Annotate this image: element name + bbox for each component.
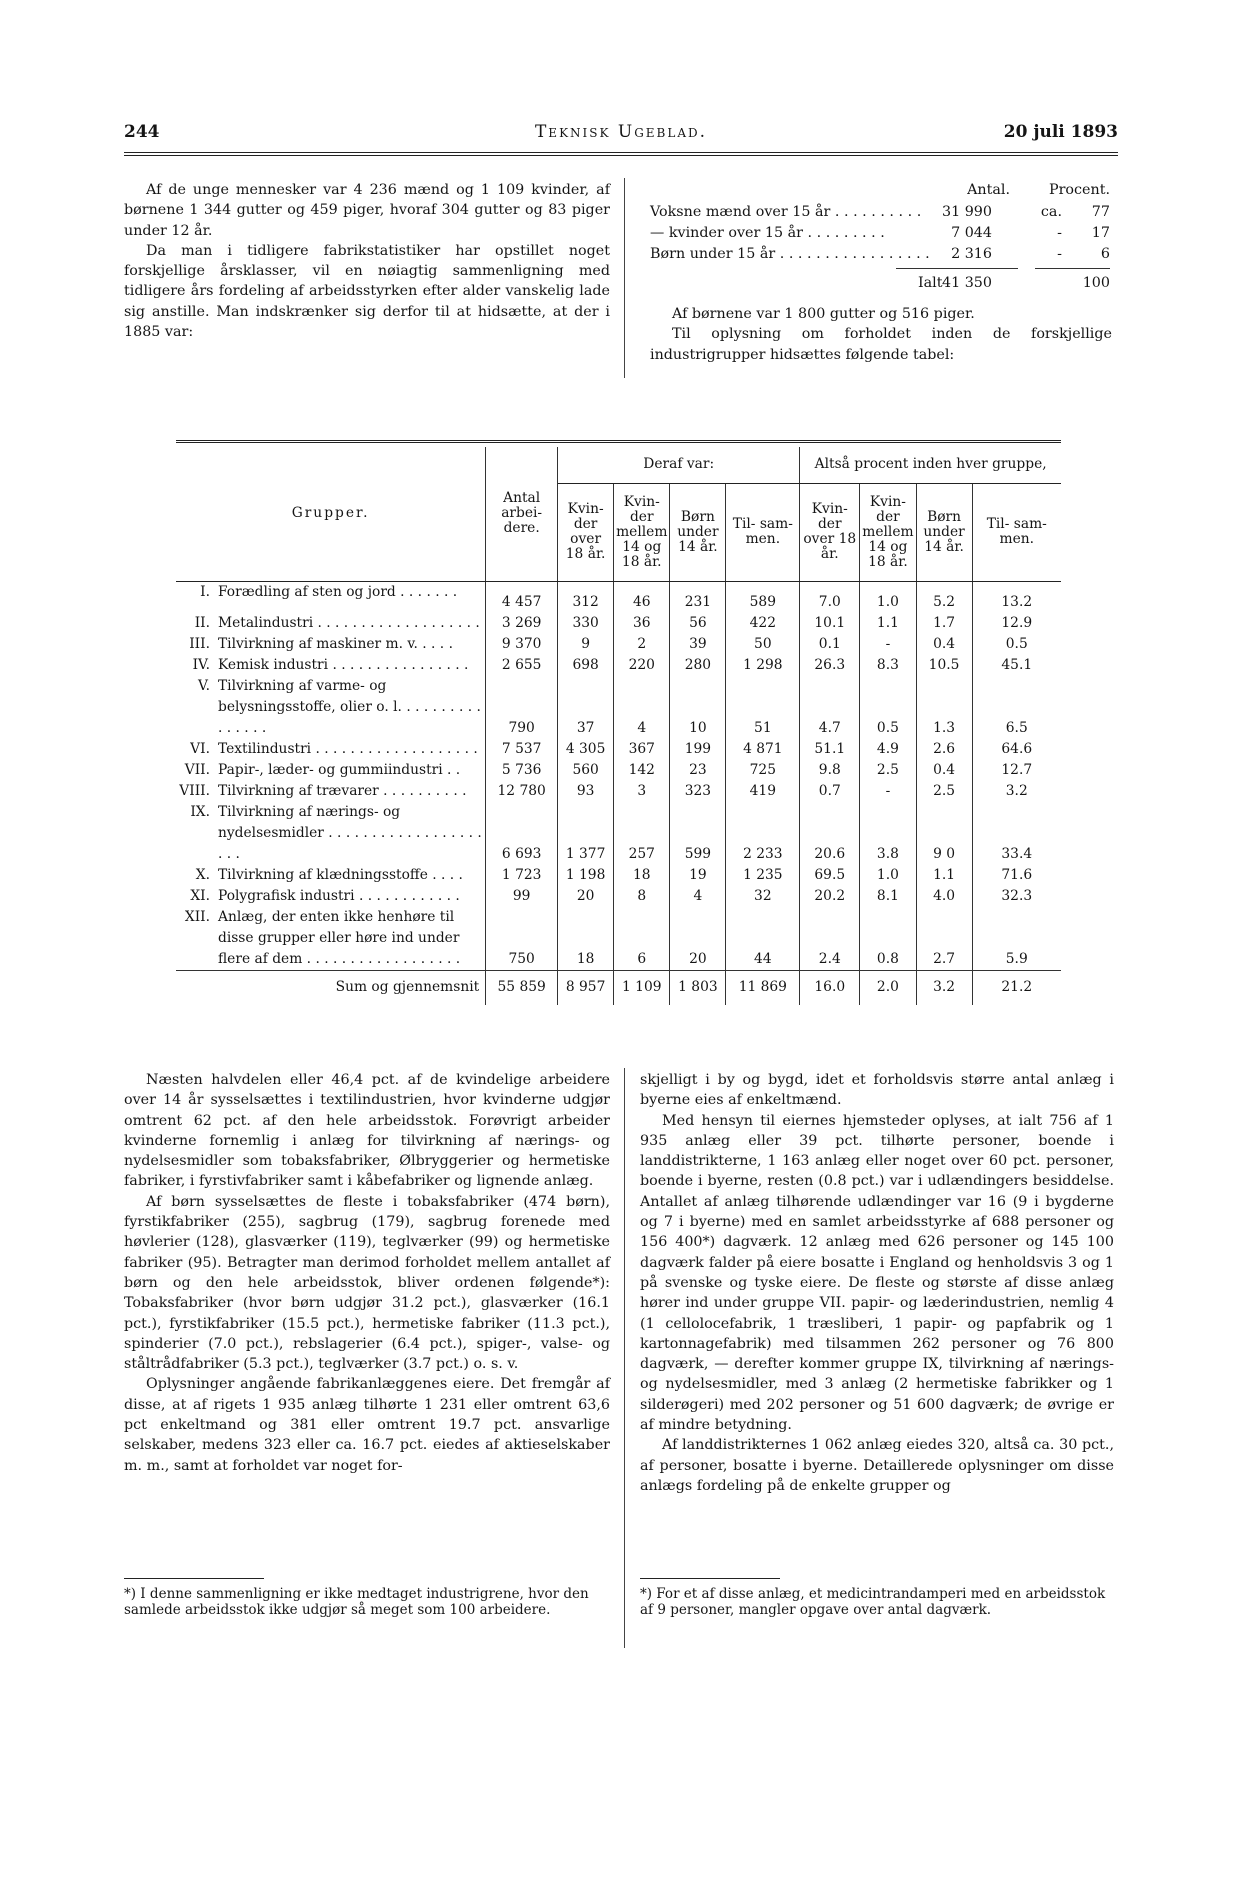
- group-number: IX.: [190, 803, 210, 820]
- paragraph: Da man i tidligere fabrikstatistiker har opstillet noget forskjellige årsklasser, vil en nøiagtig sammenligning med tidligere års fordeling af arbeidsstyrken efter alder vanskelig lade sig anstille. Man indskrænker sig derfor til at hidsætte, at der i 1885 var:: [124, 242, 610, 341]
- header-antal: Antal arbei- dere.: [486, 447, 558, 581]
- table-cell-e: 2.4: [800, 907, 860, 971]
- table-cell-c: 10: [670, 676, 726, 739]
- table-cell-f: 3.8: [860, 802, 916, 865]
- table-cell-antal: 4 457: [486, 581, 558, 613]
- sum-cell-c: 1 803: [670, 970, 726, 1005]
- table-row: [176, 865, 1061, 886]
- header-grupper: Grupper.: [176, 447, 486, 581]
- table-cell-g: 5.2: [916, 581, 972, 613]
- group-number: III.: [189, 635, 210, 652]
- header-pct-kv-over: Kvin- der over 18 år.: [800, 483, 860, 581]
- table-cell-f: -: [860, 634, 916, 655]
- paragraph: Af de unge mennesker var 4 236 mænd og 1 109 kvinder, af børnene 1 344 gutter og 459 piger, hvoraf 304 gutter og 83 piger under 12 år.: [124, 182, 610, 239]
- table-cell-g: 2.6: [916, 739, 972, 760]
- stat-label: — kvinder over 15 år . . . . . . . . .: [650, 225, 885, 241]
- sum-cell-g: 3.2: [916, 970, 972, 1005]
- header-born: Børn under 14 år.: [670, 483, 726, 581]
- table-cell-g: 0.4: [916, 634, 972, 655]
- group-name: Tilvirkning af varme- og belysningsstoffe, olier o. l. . . . . . . . . . . . . . . .: [216, 676, 486, 739]
- sum-cell-d: 11 869: [726, 970, 800, 1005]
- table-cell-antal: 3 269: [486, 613, 558, 634]
- table-cell-a: 4 305: [558, 739, 614, 760]
- table-cell-antal: 5 736: [486, 760, 558, 781]
- table-cell-g: 1.3: [916, 676, 972, 739]
- stat-pct: 17: [1091, 225, 1110, 241]
- sum-label: Sum og gjennemsnit: [176, 970, 486, 1005]
- table-cell-h: 33.4: [1001, 845, 1033, 862]
- table-cell-c: 19: [670, 865, 726, 886]
- table-cell-g: 0.4: [916, 760, 972, 781]
- header-procent: Altså procent inden hver gruppe,: [800, 447, 1061, 483]
- table-cell-c: 599: [670, 802, 726, 865]
- table-row: [176, 634, 1061, 655]
- table-cell-c: 231: [670, 581, 726, 613]
- table-cell-d: 44: [726, 907, 800, 971]
- group-number: IV.: [192, 656, 210, 673]
- table-cell-f: 8.3: [860, 655, 916, 676]
- table-cell-b: 220: [614, 655, 670, 676]
- table-cell-h: 3.2: [1005, 782, 1028, 799]
- group-name: Forædling af sten og jord . . . . . . .: [216, 581, 486, 613]
- table-cell-d: 589: [726, 581, 800, 613]
- group-name: Kemisk industri . . . . . . . . . . . . . . . .: [216, 655, 486, 676]
- table-cell-f: 1.0: [860, 581, 916, 613]
- table-cell-g: 9 0: [916, 802, 972, 865]
- group-name: Metalindustri . . . . . . . . . . . . . . . . . . .: [216, 613, 486, 634]
- header-rule-2: [124, 155, 1118, 156]
- header-pct-tilsammen: Til- sam- men.: [972, 483, 1061, 581]
- table-cell-g: 10.5: [916, 655, 972, 676]
- table-cell-d: 50: [726, 634, 800, 655]
- group-name: Papir-, læder- og gummiindustri . .: [216, 760, 486, 781]
- table-cell-b: 367: [614, 739, 670, 760]
- table-row: [176, 802, 1061, 865]
- text-column-top-right: [650, 304, 1112, 365]
- group-number: VII.: [184, 761, 210, 778]
- sum-cell-e: 16.0: [800, 970, 860, 1005]
- running-header: [124, 122, 1118, 148]
- text-column-bottom-right: [640, 1070, 1114, 1496]
- header-tilsammen: Til- sam- men.: [726, 483, 800, 581]
- group-name: Tilvirkning af maskiner m. v. . . . .: [216, 634, 486, 655]
- text-column-top-left: [124, 180, 610, 342]
- table-cell-a: 330: [558, 613, 614, 634]
- stat-ca: ca.: [1040, 204, 1062, 220]
- table-cell-c: 323: [670, 781, 726, 802]
- table-cell-a: 20: [558, 886, 614, 907]
- table-cell-h: 71.6: [1001, 866, 1033, 883]
- table-cell-d: 725: [726, 760, 800, 781]
- table-cell-f: -: [860, 781, 916, 802]
- paragraph: Med hensyn til eiernes hjemsteder oplyses, at ialt 756 af 1 935 anlæg eller 39 pct. tilhørte personer, boende i landdistrikterne, 1 163 anlæg eller noget over 60 pct. personer, boende i byerne, resten (0.8 pct.) var i udlændingers besiddelse. Antallet af anlæg tilhørende udlændinger var 16 (9 i bygderne og 7 i byerne) med en samlet arbeidsstyrke af 688 personer og 156 400*) dagværk. 12 anlæg med 626 personer og 145 100 dagværk falder på eiere bosatte i England og henholdsvis 3 og 1 på svenske og tyske eiere. De fleste og største af disse anlæg hører ind under gruppe VII. papir- og læderindustrien, nemlig 4 (1 cellolocefabrik, 1 træsliberi, 1 papir- og papfabrik og 1 kartonnagefabrik) med tilsammen 262 personer og 76 800 dagværk, — derefter kommer gruppe IX, tilvirkning af nærings- og nydelsesmidler, med 3 anlæg (2 hermetiske fabrikker og 1 silderøgeri) med 202 personer og 51 600 dagværk; de øvrige er af mindre betydning.: [640, 1112, 1114, 1434]
- table-cell-h: 12.7: [1001, 761, 1033, 778]
- table-row: [176, 613, 1061, 634]
- table-cell-e: 20.6: [800, 802, 860, 865]
- stat-antal: 31 990: [941, 204, 992, 220]
- table-cell-b: 4: [614, 676, 670, 739]
- age-stat-table: [650, 180, 1110, 294]
- stat-ca: -: [1057, 225, 1062, 241]
- group-number: VI.: [190, 740, 210, 757]
- table-cell-a: 18: [558, 907, 614, 971]
- table-cell-b: 2: [614, 634, 670, 655]
- group-name: Polygrafisk industri . . . . . . . . . . . .: [216, 886, 486, 907]
- sum-cell-a: 8 957: [558, 970, 614, 1005]
- table-row: [176, 781, 1061, 802]
- table-cell-f: 0.8: [860, 907, 916, 971]
- group-number: X.: [195, 866, 210, 883]
- header-pct-kv-mellem: Kvin- der mellem 14 og 18 år.: [860, 483, 916, 581]
- col-antal-header: Antal.: [967, 182, 1010, 198]
- table-cell-h: 12.9: [1001, 614, 1033, 631]
- table-cell-a: 37: [558, 676, 614, 739]
- table-cell-f: 8.1: [860, 886, 916, 907]
- table-cell-f: 2.5: [860, 760, 916, 781]
- table-cell-e: 10.1: [800, 613, 860, 634]
- table-cell-h: 64.6: [1001, 740, 1033, 757]
- text-column-bottom-left: [124, 1070, 610, 1476]
- paragraph: skjelligt i by og bygd, idet et forholdsvis større antal anlæg i byerne eies af enkeltmænd.: [640, 1072, 1114, 1109]
- stat-label: Voksne mænd over 15 år . . . . . . . . . .: [650, 204, 922, 220]
- journal-title: Teknisk Ugeblad.: [534, 122, 708, 142]
- table-cell-a: 698: [558, 655, 614, 676]
- table-cell-antal: 99: [486, 886, 558, 907]
- footnote-rule: [124, 1578, 264, 1579]
- table-cell-f: 1.1: [860, 613, 916, 634]
- table-cell-f: 1.0: [860, 865, 916, 886]
- table-cell-h: 6.5: [1005, 719, 1028, 736]
- sum-cell-h: 21.2: [972, 970, 1061, 1005]
- table-cell-c: 56: [670, 613, 726, 634]
- table-cell-a: 9: [558, 634, 614, 655]
- table-cell-e: 0.7: [800, 781, 860, 802]
- table-cell-antal: 2 655: [486, 655, 558, 676]
- stat-label: Børn under 15 år . . . . . . . . . . . . . . . . .: [650, 246, 930, 262]
- table-sum-row: [176, 970, 1061, 1005]
- table-cell-antal: 6 693: [486, 802, 558, 865]
- table-cell-h: 5.9: [1005, 950, 1028, 967]
- table-cell-b: 257: [614, 802, 670, 865]
- paragraph: Oplysninger angående fabrikanlæggenes eiere. Det fremgår af disse, at af rigets 1 935 anlæg tilhørte 1 231 eller omtrent 63,6 pct enkeltmand og 381 eller omtrent 19.7 pct. ansvarlige selskaber, medens 323 eller ca. 16.7 pct. eiedes af aktieselskaber m. m., samt at forholdet var noget for-: [124, 1376, 610, 1474]
- stat-row: [650, 202, 1110, 223]
- paragraph: Til oplysning om forholdet inden de forskjellige industrigrupper hidsættes følgende tabel:: [650, 326, 1112, 363]
- table-cell-c: 280: [670, 655, 726, 676]
- paragraph: Af børn sysselsættes de fleste i tobaksfabriker (474 børn), fyrstikfabriker (255), sagbrug (179), sagbrug forenede med høvlerier (128), glasværker (119), teglværker (99) og hermetiske fabriker (95). Betragter man derimod forholdet mellem antallet af børn og den hele arbeidsstok, bliver ordenen følgende*): Tobaksfabriker (hvor børn udgjør 31.2 pct.), glasværker (16.1 pct.), fyrstikfabriker (15.5 pct.), hermetiske fabriker (11.3 pct.), spinderier (7.0 pct.), rebslagerier (6.4 pct.), spiger-, valse- og ståltrådfabriker (5.3 pct.), teglværker (3.7 pct.) o. s. v.: [124, 1193, 610, 1373]
- table-row: [176, 655, 1061, 676]
- group-name: Tilvirkning af nærings- og nydelsesmidler . . . . . . . . . . . . . . . . . . . . .: [216, 802, 486, 865]
- page-number: 244: [124, 122, 160, 142]
- table-cell-a: 1 198: [558, 865, 614, 886]
- table-top-rule: [176, 440, 1061, 443]
- table-row: [176, 907, 1061, 971]
- table-cell-e: 69.5: [800, 865, 860, 886]
- table-cell-g: 2.5: [916, 781, 972, 802]
- table-row: [176, 886, 1061, 907]
- table-cell-e: 20.2: [800, 886, 860, 907]
- table-row: [176, 739, 1061, 760]
- table-cell-h: 45.1: [1001, 656, 1033, 673]
- group-number: XII.: [184, 908, 210, 925]
- industry-group-table: [176, 447, 1061, 1005]
- table-cell-e: 26.3: [800, 655, 860, 676]
- stat-total-pct: 100: [1082, 275, 1110, 291]
- sum-cell-b: 1 109: [614, 970, 670, 1005]
- table-cell-c: 39: [670, 634, 726, 655]
- header-pct-born: Børn under 14 år.: [916, 483, 972, 581]
- table-cell-a: 93: [558, 781, 614, 802]
- sum-rule: [896, 268, 1018, 269]
- stat-total: 41 350: [941, 275, 992, 291]
- table-cell-e: 51.1: [800, 739, 860, 760]
- table-cell-g: 4.0: [916, 886, 972, 907]
- table-cell-e: 0.1: [800, 634, 860, 655]
- table-cell-c: 199: [670, 739, 726, 760]
- table-cell-c: 4: [670, 886, 726, 907]
- table-cell-e: 9.8: [800, 760, 860, 781]
- table-row: [176, 581, 1061, 613]
- stat-antal: 7 044: [951, 225, 992, 241]
- table-cell-d: 419: [726, 781, 800, 802]
- table-cell-d: 4 871: [726, 739, 800, 760]
- footnote-rule: [640, 1578, 780, 1579]
- table-cell-e: 7.0: [800, 581, 860, 613]
- group-name: Anlæg, der enten ikke henhøre til disse grupper eller høre ind under flere af dem . . . . . . . . . . . . . . . . . .: [216, 907, 486, 971]
- stat-ca: -: [1057, 246, 1062, 262]
- table-cell-d: 51: [726, 676, 800, 739]
- group-name: Tilvirkning af trævarer . . . . . . . . . .: [216, 781, 486, 802]
- table-cell-b: 142: [614, 760, 670, 781]
- paragraph: Af landdistrikternes 1 062 anlæg eiedes 320, altså ca. 30 pct., af personer, bosatte i byerne. Detaillerede oplysninger om disse anlægs fordeling på de enkelte grupper og: [640, 1437, 1114, 1494]
- group-number: XI.: [190, 887, 210, 904]
- group-number: II.: [194, 614, 210, 631]
- stat-pct: 6: [1100, 246, 1110, 262]
- table-cell-e: 4.7: [800, 676, 860, 739]
- table-cell-b: 36: [614, 613, 670, 634]
- table-cell-f: 4.9: [860, 739, 916, 760]
- table-cell-antal: 7 537: [486, 739, 558, 760]
- table-cell-antal: 750: [486, 907, 558, 971]
- stat-total-label: Ialt: [918, 275, 943, 291]
- issue-date: 20 juli 1893: [1003, 122, 1118, 142]
- table-row: [176, 760, 1061, 781]
- sum-cell-antal: 55 859: [486, 970, 558, 1005]
- table-cell-g: 1.1: [916, 865, 972, 886]
- table-cell-g: 1.7: [916, 613, 972, 634]
- table-cell-h: 32.3: [1001, 887, 1033, 904]
- footnote-left: *) I denne sammenligning er ikke medtaget industrigrene, hvor den samlede arbeidsstok ikke udgjør så meget som 100 arbeidere.: [124, 1586, 589, 1618]
- table-cell-d: 1 235: [726, 865, 800, 886]
- group-name: Tilvirkning af klædningsstoffe . . . .: [216, 865, 486, 886]
- table-cell-antal: 790: [486, 676, 558, 739]
- paragraph: Næsten halvdelen eller 46,4 pct. af de kvindelige arbeidere over 14 år sysselsættes i textilindustrien, hvor kvinderne udgjør omtrent 62 pct. af den hele arbeidsstok. Forøvrigt arbeider kvinderne fornemlig i anlæg for tilvirkning af nærings- og nydelsesmidler som tobaksfabriker, Ølbryggerier og hermetiske fabriker, i fyrstivfabriker samt i kåbefabriker og lignende anlæg.: [124, 1072, 610, 1190]
- table-cell-d: 32: [726, 886, 800, 907]
- stat-row: [650, 244, 1110, 265]
- table-cell-c: 23: [670, 760, 726, 781]
- header-kv-over: Kvin- der over 18 år.: [558, 483, 614, 581]
- table-body: [176, 581, 1061, 1005]
- table-cell-b: 46: [614, 581, 670, 613]
- table-cell-a: 312: [558, 581, 614, 613]
- group-number: VIII.: [179, 782, 210, 799]
- column-divider: [624, 178, 625, 378]
- header-rule: [124, 152, 1118, 153]
- table-cell-h: 0.5: [1005, 635, 1028, 652]
- stat-total-row: [650, 273, 1110, 294]
- table-cell-h: 13.2: [1001, 593, 1033, 610]
- table-cell-b: 3: [614, 781, 670, 802]
- table-cell-d: 1 298: [726, 655, 800, 676]
- table-cell-antal: 1 723: [486, 865, 558, 886]
- header-deraf: Deraf var:: [558, 447, 800, 483]
- table-cell-d: 2 233: [726, 802, 800, 865]
- table-row: [176, 676, 1061, 739]
- table-cell-b: 6: [614, 907, 670, 971]
- table-cell-antal: 12 780: [486, 781, 558, 802]
- group-name: Textilindustri . . . . . . . . . . . . . . . . . . .: [216, 739, 486, 760]
- table-cell-f: 0.5: [860, 676, 916, 739]
- table-cell-d: 422: [726, 613, 800, 634]
- table-cell-b: 8: [614, 886, 670, 907]
- group-number: I.: [200, 583, 210, 600]
- table-cell-c: 20: [670, 907, 726, 971]
- table-cell-b: 18: [614, 865, 670, 886]
- table-cell-g: 2.7: [916, 907, 972, 971]
- table-cell-a: 1 377: [558, 802, 614, 865]
- footnote-right: *) For et af disse anlæg, et medicintrandamperi med en arbeidsstok af 9 personer, mangler opgave over antal dagværk.: [640, 1586, 1106, 1618]
- stat-antal: 2 316: [951, 246, 992, 262]
- header-kv-mellem: Kvin- der mellem 14 og 18 år.: [614, 483, 670, 581]
- group-number: V.: [198, 677, 210, 694]
- paragraph: Af børnene var 1 800 gutter og 516 piger.: [672, 306, 975, 322]
- col-procent-header: Procent.: [1048, 182, 1110, 198]
- stat-pct: 77: [1091, 204, 1110, 220]
- stat-row: [650, 223, 1110, 244]
- table-cell-antal: 9 370: [486, 634, 558, 655]
- sum-cell-f: 2.0: [860, 970, 916, 1005]
- column-divider: [624, 1068, 625, 1648]
- table-cell-a: 560: [558, 760, 614, 781]
- sum-rule: [1035, 268, 1110, 269]
